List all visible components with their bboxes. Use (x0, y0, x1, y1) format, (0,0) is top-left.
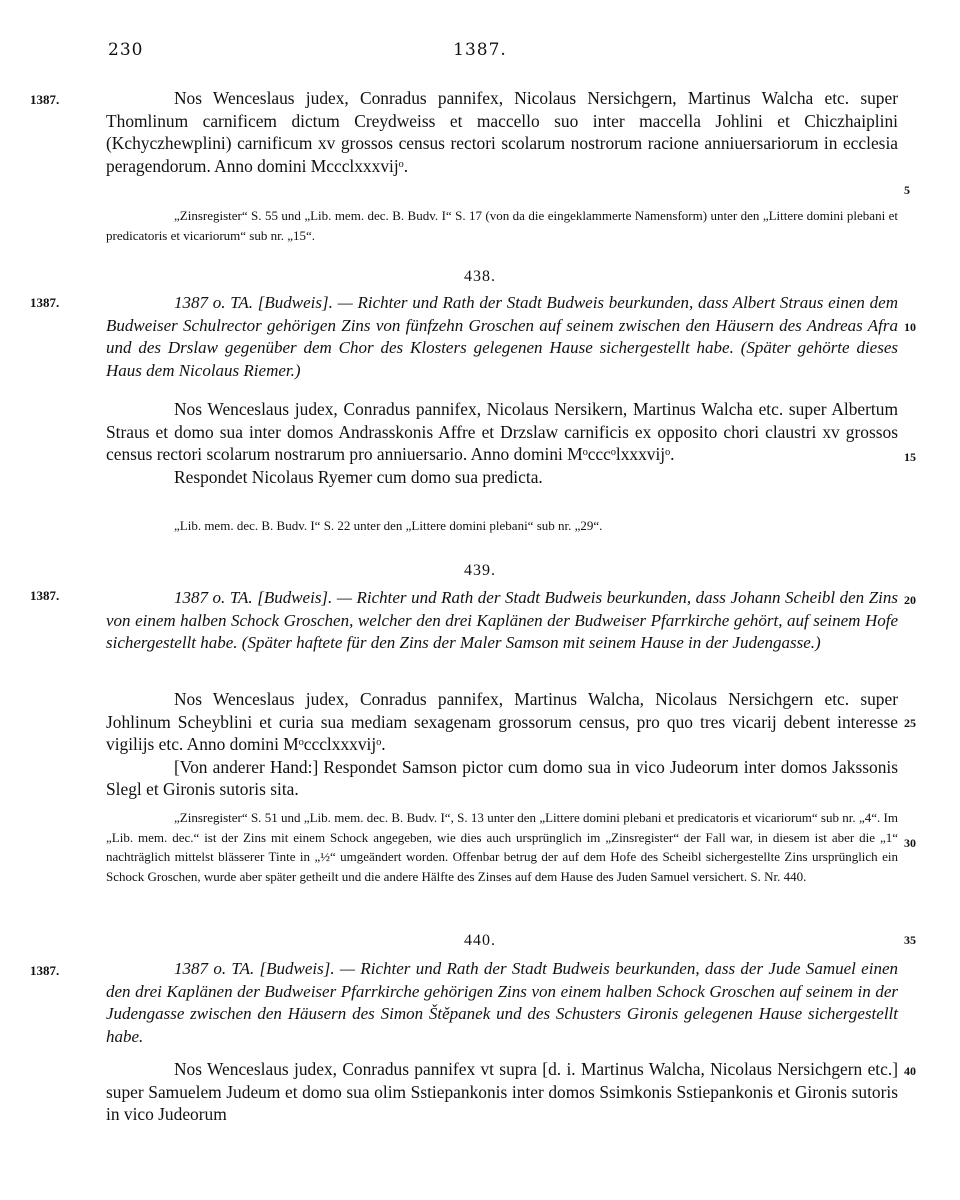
latin-paragraph: Nos Wenceslaus judex, Conradus pannifex vt supra [d. i. Martinus Walcha, Nicolaus Nersichgern etc.] super Samuelem Judeum et domo sua olim Sstiepankonis inter domos Ssimkonis Sstiepankonis et Gironis sutoris in vico Judeorum (106, 1059, 898, 1125)
charter-text (106, 87, 898, 177)
note-paragraph: „Zinsregister“ S. 51 und „Lib. mem. dec. B. Budv. I“, S. 13 unter den „Littere domini plebani et predicatoris et vicariorum“ sub nr. „4“. Im „Lib. mem. dec.“ ist der Zins mit einem Schock angegeben, wie dies auch ursprünglich im „Zinsregister“ der Fall war, in diesem ist aber die „1“ nachträglich mittelst blässerer Tinte in „½“ umgeändert worden. Offenbar betrug der auf dem Hofe des Scheibl sichergestellte Zins ursprünglich ein Schock Groschen, wurde aber später getheilt und die andere Hälfte des Zinses auf dem Hause des Juden Samuel versichert. S. Nr. 440. (106, 810, 898, 884)
margin-year: 1387. (30, 92, 60, 107)
source-note (106, 808, 898, 886)
regest (106, 587, 898, 655)
line-number: 30 (904, 836, 916, 850)
document-number: 439. (464, 562, 496, 579)
note-paragraph: „Lib. mem. dec. B. Budv. I“ S. 22 unter den „Littere domini plebani“ sub nr. „29“. (174, 518, 603, 533)
line-number: 10 (904, 320, 916, 334)
note-paragraph: „Zinsregister“ S. 55 und „Lib. mem. dec. B. Budv. I“ S. 17 (von da die eingeklammerte Namensform) unter den „Littere domini plebani et predicatoris et vicariorum“ sub nr. „15“. (106, 208, 898, 243)
latin-paragraph: [Von anderer Hand:] Respondet Samson pictor cum domo sua in vico Judeorum inter domos Jakssonis Slegl et Gironis sutoris sita. (106, 756, 898, 800)
source-note (106, 516, 898, 536)
line-number: 35 (904, 933, 916, 947)
regest-paragraph: 1387 o. TA. [Budweis]. — Richter und Rath der Stadt Budweis beurkunden, dass Johann Scheibl den Zins von einem halben Schock Groschen, welcher den drei Kaplänen der Budweiser Pfarrkirche gehört, auf seinem Hofe sichergestellt habe. (Später haftete für den Zins der Maler Samson mit seinem Hause in der Judengasse.) (106, 588, 898, 653)
line-number: 5 (904, 183, 910, 197)
charter-text (106, 688, 898, 801)
source-note (106, 206, 898, 245)
margin-year: 1387. (30, 588, 60, 603)
line-number: 25 (904, 716, 916, 730)
charter-text (106, 1058, 898, 1126)
charter-text (106, 398, 898, 488)
latin-paragraph: Nos Wenceslaus judex, Conradus pannifex, Nicolaus Nersikern, Martinus Walcha etc. super Albertum Straus et domo sua inter domos Andrasskonis Affre et Drzslaw carnificis ex opposito chori claustri xv grossos census rectori scolarum nostrarum pro anniuersario. Anno domini Mᵒcccᵒlxxxvijᵒ. (106, 399, 898, 465)
document-number: 440. (464, 932, 496, 949)
line-number: 40 (904, 1064, 916, 1078)
margin-year: 1387. (30, 295, 60, 310)
regest (106, 958, 898, 1048)
line-number: 20 (904, 593, 916, 607)
line-number: 15 (904, 450, 916, 464)
regest (106, 292, 898, 382)
regest-paragraph: 1387 o. TA. [Budweis]. — Richter und Rath der Stadt Budweis beurkunden, dass der Jude Samuel einen den drei Kaplänen der Budweiser Pfarrkirche gehörigen Zins von einem halben Schock Groschen auf seinem in der Judengasse zwischen den Häusern des Simon Štěpanek und des Schusters Gironis gelegenen Hause sichergestellt habe. (106, 959, 898, 1046)
running-title: 1387. (453, 40, 507, 60)
latin-paragraph: Respondet Nicolaus Ryemer cum domo sua predicta. (174, 466, 543, 487)
latin-paragraph: Nos Wenceslaus judex, Conradus pannifex, Nicolaus Nersichgern, Martinus Walcha etc. super Thomlinum carnificem dictum Creydweiss et maccello suo inter maccella Johlini et Chiczhaiplini (Kchyczhewplini) carnificum xv grossos census rectori scolarum nostrorum racione anniuersariorum in ecclesia peragendorum. Anno domini Mccclxxxvijᵒ. (106, 88, 898, 176)
document-number: 438. (464, 268, 496, 285)
regest-paragraph: 1387 o. TA. [Budweis]. — Richter und Rath der Stadt Budweis beurkunden, dass Albert Straus einen dem Budweiser Schulrector gehörigen Zins von fünfzehn Groschen auf seinem zwischen den Häusern des Andreas Afra und des Drslaw gegenüber dem Chor des Klosters gelegenen Hause sichergestellt habe. (Später gehörte dieses Haus dem Nicolaus Riemer.) (106, 293, 898, 380)
page-number: 230 (108, 40, 144, 60)
page-header (0, 40, 960, 68)
latin-paragraph: Nos Wenceslaus judex, Conradus pannifex, Martinus Walcha, Nicolaus Nersichgern etc. super Johlinum Scheyblini et curia sua mediam sexagenam grossorum census, pro quo tres vicarij debent interesse vigilijs etc. Anno domini Mᵒccclxxxvijᵒ. (106, 689, 898, 755)
margin-year: 1387. (30, 963, 60, 978)
